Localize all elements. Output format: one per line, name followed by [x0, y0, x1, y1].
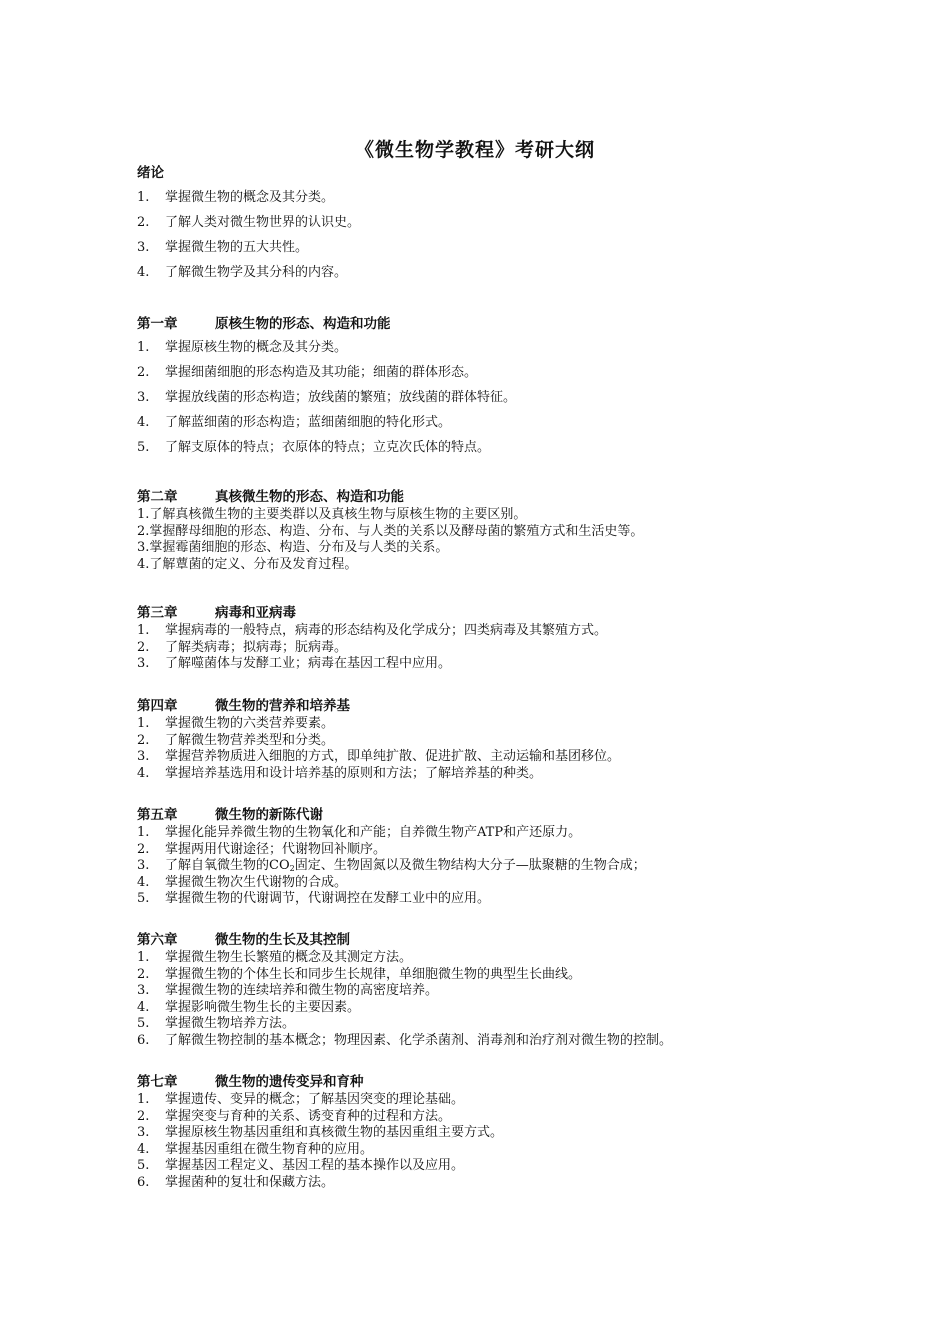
list-item: 2. 了解微生物营养类型和分类。 [137, 732, 335, 748]
list-item: 5. 掌握微生物培养方法。 [137, 1016, 296, 1032]
list-item: 1. 掌握微生物生长繁殖的概念及其测定方法。 [137, 950, 413, 965]
list-item: 1.了解真核微生物的主要类群以及真核生物与原核生物的主要区别。 [137, 507, 527, 522]
list-item: 2. 掌握两用代谢途径；代谢物回补顺序。 [137, 841, 387, 857]
list-item: 6. 掌握菌种的复壮和保藏方法。 [137, 1174, 335, 1190]
list-item: 3. 了解自氧微生物的$CO_2$固定、生物固氮以及微生物结构大分子—肽聚糖的生物合成； [137, 858, 646, 874]
list-item: 5. 掌握基因工程定义、基因工程的基本操作以及应用。 [137, 1158, 465, 1174]
list-item: 1. 掌握微生物的概念及其分类。 [137, 190, 335, 205]
list-item: 1. 掌握化能异养微生物的生物氧化和产能；自养微生物产ATP和产还原力。 [137, 825, 582, 840]
section-chapter-1 [137, 314, 837, 460]
list-item: 3. 掌握微生物的连续培养和微生物的高密度培养。 [137, 983, 439, 999]
document-title: 《微生物学教程》考研大纲 [354, 139, 595, 161]
section-heading: 绪论 [137, 165, 164, 181]
list-item: 3. 掌握放线菌的形态构造；放线菌的繁殖；放线菌的群体特征。 [137, 390, 517, 405]
list-item: 2. 了解类病毒；拟病毒；朊病毒。 [137, 639, 348, 655]
list-item: 2. 掌握突变与育种的关系、诱变育种的过程和方法。 [137, 1108, 452, 1124]
list-item: 4. 掌握微生物次生代谢物的合成。 [137, 874, 348, 890]
list-item: 4.了解蕈菌的定义、分布及发育过程。 [137, 556, 358, 572]
list-item: 5. 掌握微生物的代谢调节，代谢调控在发酵工业中的应用。 [137, 891, 491, 907]
section-heading: 第六章 微生物的生长及其控制 [137, 932, 350, 948]
list-item: 4. 掌握基因重组在微生物育种的应用。 [137, 1141, 374, 1157]
list-item: 4. 了解微生物学及其分科的内容。 [137, 265, 348, 280]
list-item: 6. 了解微生物控制的基本概念；物理因素、化学杀菌剂、消毒剂和治疗剂对微生物的控制。 [137, 1032, 673, 1048]
list-item: 3. 了解噬菌体与发酵工业；病毒在基因工程中应用。 [137, 656, 452, 672]
list-item: 4. 掌握培养基选用和设计培养基的原则和方法；了解培养基的种类。 [137, 765, 543, 781]
list-item: 1. 掌握病毒的一般特点，病毒的形态结构及化学成分；四类病毒及其繁殖方式。 [137, 623, 608, 638]
section-heading: 第二章 真核微生物的形态、构造和功能 [137, 489, 404, 505]
list-item: 3. 掌握原核生物基因重组和真核微生物的基因重组主要方式。 [137, 1125, 504, 1141]
section-heading: 第五章 微生物的新陈代谢 [137, 807, 323, 823]
section-intro [137, 163, 837, 285]
section-chapter-3 [137, 603, 837, 673]
list-item: 3. 掌握营养物质进入细胞的方式，即单纯扩散、促进扩散、主动运输和基团移位。 [137, 749, 621, 765]
list-item: 2. 了解人类对微生物世界的认识史。 [137, 215, 361, 230]
section-chapter-4 [137, 696, 837, 782]
section-chapter-5 [137, 805, 837, 908]
list-item: 4. 掌握影响微生物生长的主要因素。 [137, 999, 361, 1015]
list-item: 3.掌握霉菌细胞的形态、构造、分布及与人类的关系。 [137, 540, 449, 556]
section-chapter-6 [137, 930, 837, 1050]
list-item: 3. 掌握微生物的五大共性。 [137, 240, 309, 255]
section-heading: 第七章 微生物的遗传变异和育种 [137, 1074, 364, 1090]
list-item: 1. 掌握原核生物的概念及其分类。 [137, 340, 348, 355]
section-heading: 第四章 微生物的营养和培养基 [137, 698, 350, 714]
section-chapter-2 [137, 487, 837, 573]
list-item: 1. 掌握遗传、变异的概念；了解基因突变的理论基础。 [137, 1092, 465, 1107]
list-item: 2. 掌握细菌细胞的形态构造及其功能；细菌的群体形态。 [137, 365, 478, 380]
list-item: 2. 掌握微生物的个体生长和同步生长规律，单细胞微生物的典型生长曲线。 [137, 966, 582, 982]
section-heading: 第一章 原核生物的形态、构造和功能 [137, 316, 391, 332]
section-chapter-7 [137, 1072, 837, 1192]
list-item: 2.掌握酵母细胞的形态、构造、分布、与人类的关系以及酵母菌的繁殖方式和生活史等。 [137, 523, 644, 539]
list-item: 5. 了解支原体的特点；衣原体的特点；立克次氏体的特点。 [137, 440, 491, 455]
list-item: 4. 了解蓝细菌的形态构造；蓝细菌细胞的特化形式。 [137, 415, 452, 430]
list-item: 1. 掌握微生物的六类营养要素。 [137, 716, 335, 731]
section-heading: 第三章 病毒和亚病毒 [137, 605, 296, 621]
